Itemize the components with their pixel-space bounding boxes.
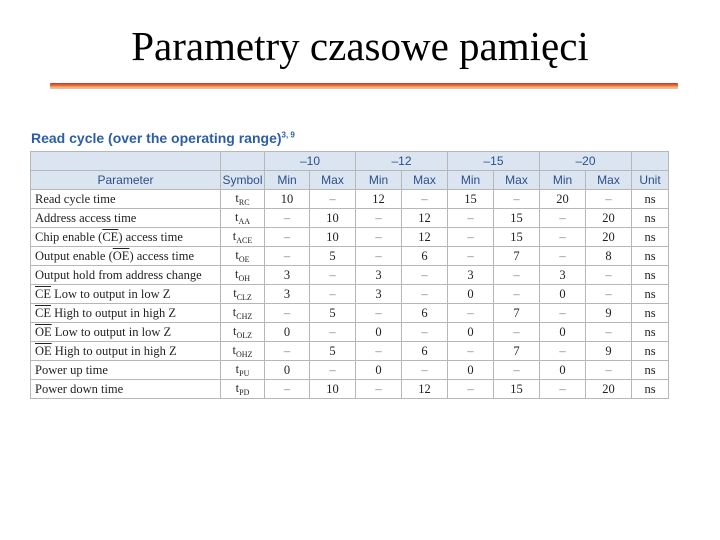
parameter-cell (31, 323, 221, 342)
header-max: Max (402, 171, 448, 190)
max-value-cell: – (494, 266, 540, 285)
table-row (31, 228, 669, 247)
max-value-cell: – (310, 323, 356, 342)
max-value-cell: – (402, 361, 448, 380)
symbol-cell (221, 361, 265, 380)
min-value-cell: – (540, 304, 586, 323)
min-value-cell: – (265, 380, 310, 399)
table-caption-text: Read cycle (over the operating range) (31, 130, 282, 146)
symbol-letter: t (232, 229, 237, 243)
table-row (31, 285, 669, 304)
max-value-cell: 15 (494, 380, 540, 399)
symbol-letter: t (234, 210, 239, 224)
table-row (31, 323, 669, 342)
min-value-cell: – (540, 247, 586, 266)
max-value-cell: 7 (494, 247, 540, 266)
min-value-cell: – (448, 209, 494, 228)
min-value-cell: – (448, 304, 494, 323)
symbol-cell (221, 190, 265, 209)
min-value-cell: – (540, 228, 586, 247)
header-speed-grade: –10 (265, 152, 356, 171)
max-value-cell: 5 (310, 304, 356, 323)
max-value-cell: – (586, 190, 632, 209)
min-value-cell: 3 (356, 285, 402, 304)
min-value-cell: – (265, 342, 310, 361)
parameter-text: High to output in high Z (51, 343, 177, 358)
table-row (31, 190, 669, 209)
parameter-text: ) access time (118, 229, 183, 244)
min-value-cell: – (356, 228, 402, 247)
max-value-cell: 6 (402, 247, 448, 266)
symbol-subscript: OH (238, 274, 251, 283)
table-caption-notes: 3, 9 (281, 130, 295, 140)
header-row-speed-grades (31, 152, 669, 171)
min-value-cell: 0 (448, 323, 494, 342)
header-speed-grade: –15 (448, 152, 540, 171)
min-value-cell: 0 (540, 285, 586, 304)
signal-name-overbar: $\overline{OE}$ (35, 343, 52, 358)
symbol-subscript: RC (238, 198, 250, 207)
table-row (31, 361, 669, 380)
min-value-cell: 3 (448, 266, 494, 285)
max-value-cell: 20 (586, 209, 632, 228)
unit-cell: ns (632, 342, 669, 361)
min-value-cell: – (265, 228, 310, 247)
symbol-subscript: PU (239, 369, 250, 378)
unit-cell: ns (632, 228, 669, 247)
max-value-cell: 10 (310, 228, 356, 247)
signal-name-overbar: $\overline{CE}$ (35, 286, 51, 301)
max-value-cell: 15 (494, 209, 540, 228)
parameter-text: Output enable ( (35, 248, 113, 263)
header-blank (632, 152, 669, 171)
symbol-cell (221, 266, 265, 285)
max-value-cell: – (494, 361, 540, 380)
min-value-cell: 12 (356, 190, 402, 209)
parameter-text: High to output in high Z (50, 305, 176, 320)
parameter-cell (31, 361, 221, 380)
header-min: Min (265, 171, 310, 190)
symbol-cell (221, 323, 265, 342)
header-min: Min (356, 171, 402, 190)
min-value-cell: – (540, 380, 586, 399)
symbol-cell (221, 285, 265, 304)
symbol-letter: t (235, 362, 240, 376)
unit-cell: ns (632, 266, 669, 285)
min-value-cell: – (356, 342, 402, 361)
unit-cell: ns (632, 209, 669, 228)
timing-table-body (31, 190, 669, 399)
header-row-columns (31, 171, 669, 190)
max-value-cell: 8 (586, 247, 632, 266)
max-value-cell: – (310, 361, 356, 380)
unit-cell: ns (632, 304, 669, 323)
signal-name-overbar: $\overline{CE}$ (35, 305, 51, 320)
symbol-subscript: PD (239, 388, 250, 397)
symbol-cell (221, 228, 265, 247)
min-value-cell: 3 (356, 266, 402, 285)
min-value-cell: 0 (265, 361, 310, 380)
parameter-text: Low to output in low Z (50, 286, 171, 301)
max-value-cell: 20 (586, 228, 632, 247)
parameter-text: Read cycle time (35, 191, 116, 206)
parameter-text: Power up time (35, 362, 108, 377)
read-cycle-timing-table (30, 151, 669, 399)
min-value-cell: 0 (540, 323, 586, 342)
header-min: Min (448, 171, 494, 190)
symbol-cell (221, 209, 265, 228)
min-value-cell: – (540, 342, 586, 361)
symbol-subscript: AA (238, 217, 251, 226)
unit-cell: ns (632, 380, 669, 399)
symbol-letter: t (233, 286, 237, 300)
min-value-cell: – (356, 380, 402, 399)
min-value-cell: 3 (540, 266, 586, 285)
max-value-cell: 12 (402, 380, 448, 399)
symbol-letter: t (235, 381, 240, 395)
slide-title: Parametry czasowe pamięci (131, 23, 589, 69)
min-value-cell: – (356, 209, 402, 228)
symbol-letter: t (232, 324, 237, 338)
parameter-cell (31, 304, 221, 323)
symbol-subscript: ACE (236, 236, 253, 245)
header-max: Max (494, 171, 540, 190)
parameter-text: Output hold from address change (35, 267, 202, 282)
parameter-text: Power down time (35, 381, 124, 396)
max-value-cell: – (494, 285, 540, 304)
parameter-cell (31, 266, 221, 285)
title-divider (50, 83, 678, 89)
parameter-cell (31, 380, 221, 399)
symbol-letter: t (234, 267, 239, 281)
max-value-cell: 15 (494, 228, 540, 247)
symbol-letter: t (232, 305, 237, 319)
max-value-cell: – (586, 285, 632, 304)
table-row (31, 380, 669, 399)
parameter-text: Chip enable ( (35, 229, 103, 244)
table-caption (31, 130, 295, 146)
max-value-cell: 10 (310, 209, 356, 228)
min-value-cell: – (356, 304, 402, 323)
max-value-cell: 7 (494, 304, 540, 323)
unit-cell: ns (632, 285, 669, 304)
min-value-cell: – (265, 247, 310, 266)
parameter-cell (31, 285, 221, 304)
min-value-cell: 15 (448, 190, 494, 209)
symbol-cell (221, 247, 265, 266)
max-value-cell: 10 (310, 380, 356, 399)
unit-cell: ns (632, 323, 669, 342)
max-value-cell: 12 (402, 228, 448, 247)
min-value-cell: – (540, 209, 586, 228)
unit-cell: ns (632, 361, 669, 380)
parameter-text: Low to output in low Z (51, 324, 172, 339)
header-blank (31, 152, 221, 171)
header-min: Min (540, 171, 586, 190)
header-max: Max (586, 171, 632, 190)
max-value-cell: – (494, 190, 540, 209)
max-value-cell: – (402, 323, 448, 342)
header-parameter: Parameter (31, 171, 221, 190)
parameter-cell (31, 190, 221, 209)
max-value-cell: 20 (586, 380, 632, 399)
header-blank (221, 152, 265, 171)
parameter-text: Address access time (35, 210, 137, 225)
symbol-subscript: CLZ (236, 293, 252, 302)
header-speed-grade: –20 (540, 152, 632, 171)
max-value-cell: – (402, 285, 448, 304)
min-value-cell: – (448, 342, 494, 361)
header-symbol: Symbol (221, 171, 265, 190)
header-max: Max (310, 171, 356, 190)
header-speed-grade: –12 (356, 152, 448, 171)
min-value-cell: – (448, 380, 494, 399)
max-value-cell: 9 (586, 342, 632, 361)
signal-name-overbar: $\overline{OE}$ (35, 324, 52, 339)
max-value-cell: 6 (402, 342, 448, 361)
max-value-cell: 5 (310, 342, 356, 361)
table-row (31, 266, 669, 285)
min-value-cell: 0 (265, 323, 310, 342)
parameter-cell (31, 247, 221, 266)
symbol-subscript: OE (238, 255, 250, 264)
max-value-cell: – (310, 285, 356, 304)
parameter-cell (31, 228, 221, 247)
table-row (31, 342, 669, 361)
min-value-cell: 0 (540, 361, 586, 380)
min-value-cell: 3 (265, 266, 310, 285)
min-value-cell: – (265, 304, 310, 323)
min-value-cell: 0 (448, 285, 494, 304)
max-value-cell: – (586, 361, 632, 380)
max-value-cell: – (494, 323, 540, 342)
symbol-cell (221, 342, 265, 361)
max-value-cell: – (402, 190, 448, 209)
min-value-cell: – (448, 228, 494, 247)
symbol-letter: t (232, 343, 237, 357)
symbol-subscript: CHZ (236, 312, 253, 321)
min-value-cell: 0 (356, 361, 402, 380)
max-value-cell: 12 (402, 209, 448, 228)
unit-cell: ns (632, 247, 669, 266)
symbol-letter: t (235, 191, 239, 205)
table-row (31, 209, 669, 228)
parameter-text: ) access time (129, 248, 194, 263)
max-value-cell: 7 (494, 342, 540, 361)
symbol-cell (221, 304, 265, 323)
max-value-cell: – (586, 323, 632, 342)
symbol-subscript: OHZ (236, 350, 253, 359)
max-value-cell: 6 (402, 304, 448, 323)
parameter-cell (31, 342, 221, 361)
min-value-cell: 0 (356, 323, 402, 342)
min-value-cell: 10 (265, 190, 310, 209)
table-row (31, 247, 669, 266)
symbol-cell (221, 380, 265, 399)
min-value-cell: 3 (265, 285, 310, 304)
header-unit: Unit (632, 171, 669, 190)
max-value-cell: 5 (310, 247, 356, 266)
min-value-cell: – (265, 209, 310, 228)
min-value-cell: 0 (448, 361, 494, 380)
parameter-cell (31, 209, 221, 228)
table-row (31, 304, 669, 323)
unit-cell: ns (632, 190, 669, 209)
signal-name-overbar: $\overline{OE}$ (112, 248, 130, 263)
min-value-cell: – (448, 247, 494, 266)
max-value-cell: – (310, 266, 356, 285)
signal-name-overbar: $\overline{CE}$ (102, 229, 119, 244)
max-value-cell: – (402, 266, 448, 285)
min-value-cell: 20 (540, 190, 586, 209)
max-value-cell: – (586, 266, 632, 285)
min-value-cell: – (356, 247, 402, 266)
max-value-cell: 9 (586, 304, 632, 323)
symbol-letter: t (235, 248, 239, 262)
max-value-cell: – (310, 190, 356, 209)
symbol-subscript: OLZ (236, 331, 253, 340)
